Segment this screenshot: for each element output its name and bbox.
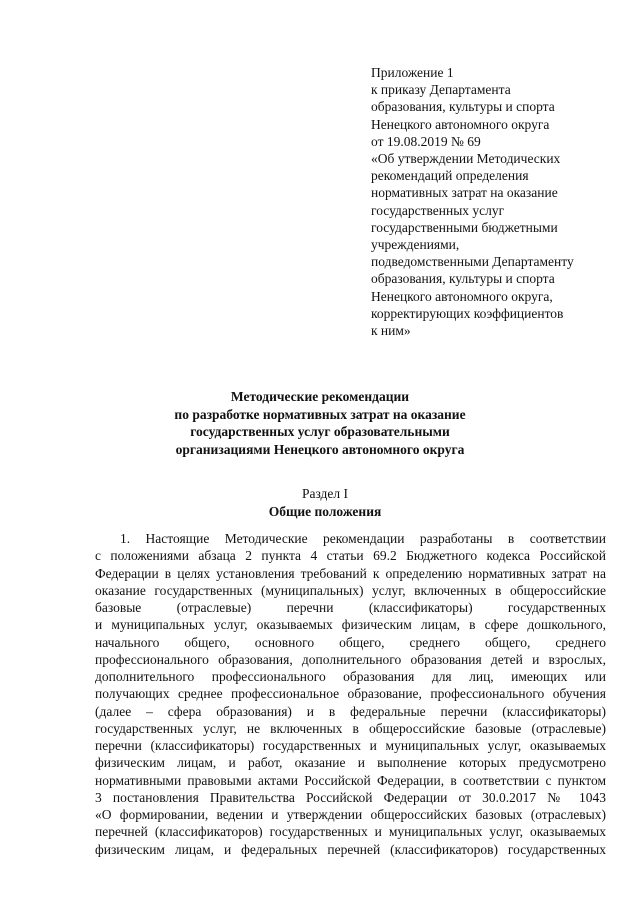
paragraph-line: с положениями абзаца 2 пункта 4 статьи 69.2 Бюджетного кодекса Российской bbox=[95, 548, 606, 564]
document-title bbox=[90, 388, 550, 458]
appendix-line: к ним» bbox=[371, 323, 411, 339]
title-line: по разработке нормативных затрат на оказание bbox=[174, 406, 466, 422]
paragraph-line: начального общего, основного общего, среднего общего, среднего bbox=[95, 634, 606, 650]
paragraph-line: перечней (классификаторов) государственных и муниципальных услуг, оказываемых bbox=[95, 824, 606, 840]
paragraph-line: и муниципальных услуг, оказываемых физическим лицам, в сфере дошкольного, bbox=[95, 617, 606, 633]
paragraph-line: получающих среднее профессиональное образование, профессионального обучения bbox=[95, 686, 606, 702]
appendix-line: «Об утверждении Методических bbox=[371, 151, 561, 167]
appendix-line: рекомендаций определения bbox=[371, 168, 529, 184]
appendix-line: государственных услуг bbox=[371, 202, 505, 218]
appendix-line: к приказу Департамента bbox=[371, 82, 511, 98]
appendix-line: учреждениями, bbox=[371, 237, 460, 253]
paragraph-line: (далее – сфера образования) и в федеральные перечни (классификаторы) bbox=[95, 703, 606, 719]
appendix-line: подведомственными Департаменту bbox=[371, 254, 574, 270]
appendix-line: государственными бюджетными bbox=[371, 219, 558, 235]
paragraph-line: оказание государственных (муниципальных) услуг, включенных в общероссийские bbox=[95, 582, 606, 598]
appendix-line: от 19.08.2019 № 69 bbox=[371, 133, 481, 149]
appendix-line: образования, культуры и спорта bbox=[371, 271, 555, 287]
paragraph-line: перечни (классификаторы) государственных и муниципальных услуг, оказываемых bbox=[95, 738, 606, 753]
paragraph-line: 1. Настоящие Методические рекомендации разработаны в соответствии bbox=[120, 531, 606, 546]
appendix-line: корректирующих коэффициентов bbox=[371, 305, 564, 321]
title-line: организациями Ненецкого автономного округа bbox=[175, 441, 465, 457]
paragraph-line: «О формировании, ведении и утверждении общероссийских базовых (отраслевых) bbox=[95, 807, 606, 822]
paragraph-line: дополнительного профессионального образования для лиц, имеющих или bbox=[95, 669, 606, 684]
title-line: Методические рекомендации bbox=[230, 389, 410, 404]
paragraph-line: профессионального образования, дополнительного образования детей и взрослых, bbox=[95, 651, 606, 667]
paragraph-line: 3 постановления Правительства Российской Федерации от 30.0.2017 № 1043 bbox=[95, 789, 606, 805]
paragraph-line: нормативными правовыми актами Российской Федерации, в соответствии с пунктом bbox=[95, 772, 606, 788]
appendix-line: Приложение 1 bbox=[371, 65, 454, 80]
section-number: Раздел I bbox=[301, 486, 349, 501]
paragraph-line: Федерации в целях установления требований к определению нормативных затрат на bbox=[95, 565, 606, 581]
paragraph-line: базовые (отраслевые) перечни (классификаторы) государственных bbox=[95, 600, 606, 615]
appendix-block bbox=[371, 64, 621, 339]
section-title: Общие положения bbox=[268, 503, 382, 519]
appendix-line: нормативных затрат на оказание bbox=[371, 185, 558, 201]
section-heading bbox=[150, 485, 500, 520]
appendix-line: Ненецкого автономного округа, bbox=[371, 288, 553, 304]
paragraph-line: государственных услуг, не включенных в общероссийские базовые (отраслевые) bbox=[95, 720, 606, 736]
paragraph-line: физическим лицам, и федеральных перечней (классификаторов) государственных bbox=[95, 841, 606, 857]
paragraph-line: физическим лицам, и работ, оказание и выполнение которых предусмотрено bbox=[95, 755, 606, 771]
appendix-line: образования, культуры и спорта bbox=[371, 99, 555, 115]
body-paragraph bbox=[95, 530, 606, 858]
appendix-line: Ненецкого автономного округа bbox=[371, 116, 550, 132]
title-line: государственных услуг образовательными bbox=[190, 424, 450, 440]
